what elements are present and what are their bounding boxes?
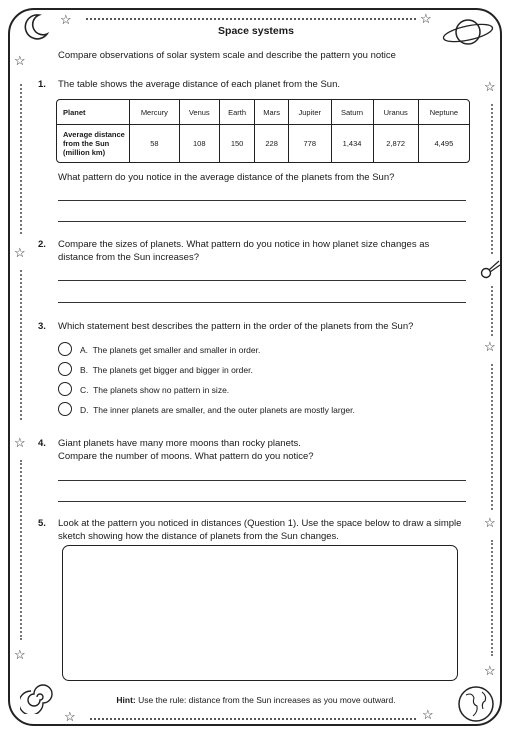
table-row-label: Average distance from the Sun (million km) bbox=[57, 125, 130, 162]
table-header-cell: Neptune bbox=[419, 100, 469, 125]
question-number: 2. bbox=[38, 239, 46, 250]
star-icon: ☆ bbox=[484, 79, 496, 94]
table-cell: 778 bbox=[289, 125, 332, 162]
comet-icon bbox=[478, 258, 502, 280]
table-cell: 1,434 bbox=[332, 125, 374, 162]
answer-line[interactable] bbox=[58, 501, 466, 502]
option-b-radio[interactable] bbox=[58, 362, 72, 376]
answer-line[interactable] bbox=[58, 302, 466, 303]
question-text: Giant planets have many more moons than rocky planets. Compare the number of moons. What pattern do you notice? bbox=[58, 438, 314, 462]
star-icon: ☆ bbox=[484, 339, 496, 354]
dotted-divider bbox=[20, 270, 22, 420]
option-a: A. The planets get smaller and smaller in order. bbox=[80, 345, 261, 355]
option-c: C. The planets show no pattern in size. bbox=[80, 385, 230, 395]
star-icon: ☆ bbox=[14, 435, 26, 450]
option-c-radio[interactable] bbox=[58, 382, 72, 396]
star-icon: ☆ bbox=[484, 663, 496, 678]
question-number: 4. bbox=[38, 438, 46, 449]
answer-line[interactable] bbox=[58, 221, 466, 222]
table-cell: 2,872 bbox=[374, 125, 419, 162]
option-d-radio[interactable] bbox=[58, 402, 72, 416]
hint-text: Hint: Use the rule: distance from the Sun increases as you move outward. bbox=[116, 695, 396, 705]
question-text: Compare the sizes of planets. What pattern do you notice in how planet size changes as distance from the Sun increases? bbox=[58, 239, 430, 263]
question-number: 1. bbox=[38, 79, 46, 90]
dotted-divider bbox=[86, 18, 416, 20]
table-header-cell: Saturn bbox=[332, 100, 374, 125]
dotted-divider bbox=[20, 460, 22, 640]
table-cell: 228 bbox=[255, 125, 289, 162]
star-icon: ☆ bbox=[64, 709, 76, 724]
option-b: B. The planets get bigger and bigger in order. bbox=[80, 365, 253, 375]
dotted-divider bbox=[491, 540, 493, 656]
sketch-area[interactable] bbox=[62, 545, 458, 681]
star-icon: ☆ bbox=[14, 647, 26, 662]
question-text: Look at the pattern you noticed in distances (Question 1). Use the space below to draw a simple sketch showing how the distance of planets from the Sun changes. bbox=[58, 518, 462, 542]
star-icon: ☆ bbox=[484, 515, 496, 530]
dotted-divider bbox=[491, 286, 493, 336]
option-d: D. The inner planets are smaller, and the outer planets are mostly larger. bbox=[80, 405, 355, 415]
page-title: Space systems bbox=[218, 25, 294, 37]
distance-table bbox=[56, 99, 470, 163]
table-row bbox=[57, 125, 469, 162]
star-icon: ☆ bbox=[60, 12, 72, 27]
star-icon: ☆ bbox=[14, 245, 26, 260]
table-header-cell: Earth bbox=[220, 100, 256, 125]
table-cell: 58 bbox=[130, 125, 180, 162]
answer-line[interactable] bbox=[58, 280, 466, 281]
question-text: Which statement best describes the pattern in the order of the planets from the Sun? bbox=[58, 321, 414, 332]
question-number: 5. bbox=[38, 518, 46, 529]
table-header-cell: Jupiter bbox=[289, 100, 332, 125]
question-number: 3. bbox=[38, 321, 46, 332]
table-header-cell: Venus bbox=[180, 100, 220, 125]
star-icon: ☆ bbox=[420, 11, 432, 26]
option-a-radio[interactable] bbox=[58, 342, 72, 356]
table-header-cell: Mars bbox=[255, 100, 289, 125]
table-cell: 108 bbox=[180, 125, 220, 162]
table-header-cell: Mercury bbox=[130, 100, 180, 125]
table-header-cell: Planet bbox=[57, 100, 130, 125]
answer-line[interactable] bbox=[58, 200, 466, 201]
star-icon: ☆ bbox=[422, 707, 434, 722]
dotted-divider bbox=[20, 84, 22, 234]
table-cell: 4,495 bbox=[434, 139, 454, 148]
table-header-row bbox=[57, 100, 469, 125]
question-text: The table shows the average distance of each planet from the Sun. bbox=[58, 79, 341, 90]
table-cell: 150 bbox=[220, 125, 256, 162]
star-icon: ☆ bbox=[14, 53, 26, 68]
table-header-cell: Uranus bbox=[374, 100, 419, 125]
intro-text: Compare observations of solar system scale and describe the pattern you notice bbox=[58, 50, 396, 61]
dotted-divider bbox=[491, 104, 493, 254]
dotted-divider bbox=[90, 718, 416, 720]
followup-question: What pattern do you notice in the average distance of the planets from the Sun? bbox=[58, 172, 395, 183]
answer-line[interactable] bbox=[58, 480, 466, 481]
dotted-divider bbox=[491, 364, 493, 510]
